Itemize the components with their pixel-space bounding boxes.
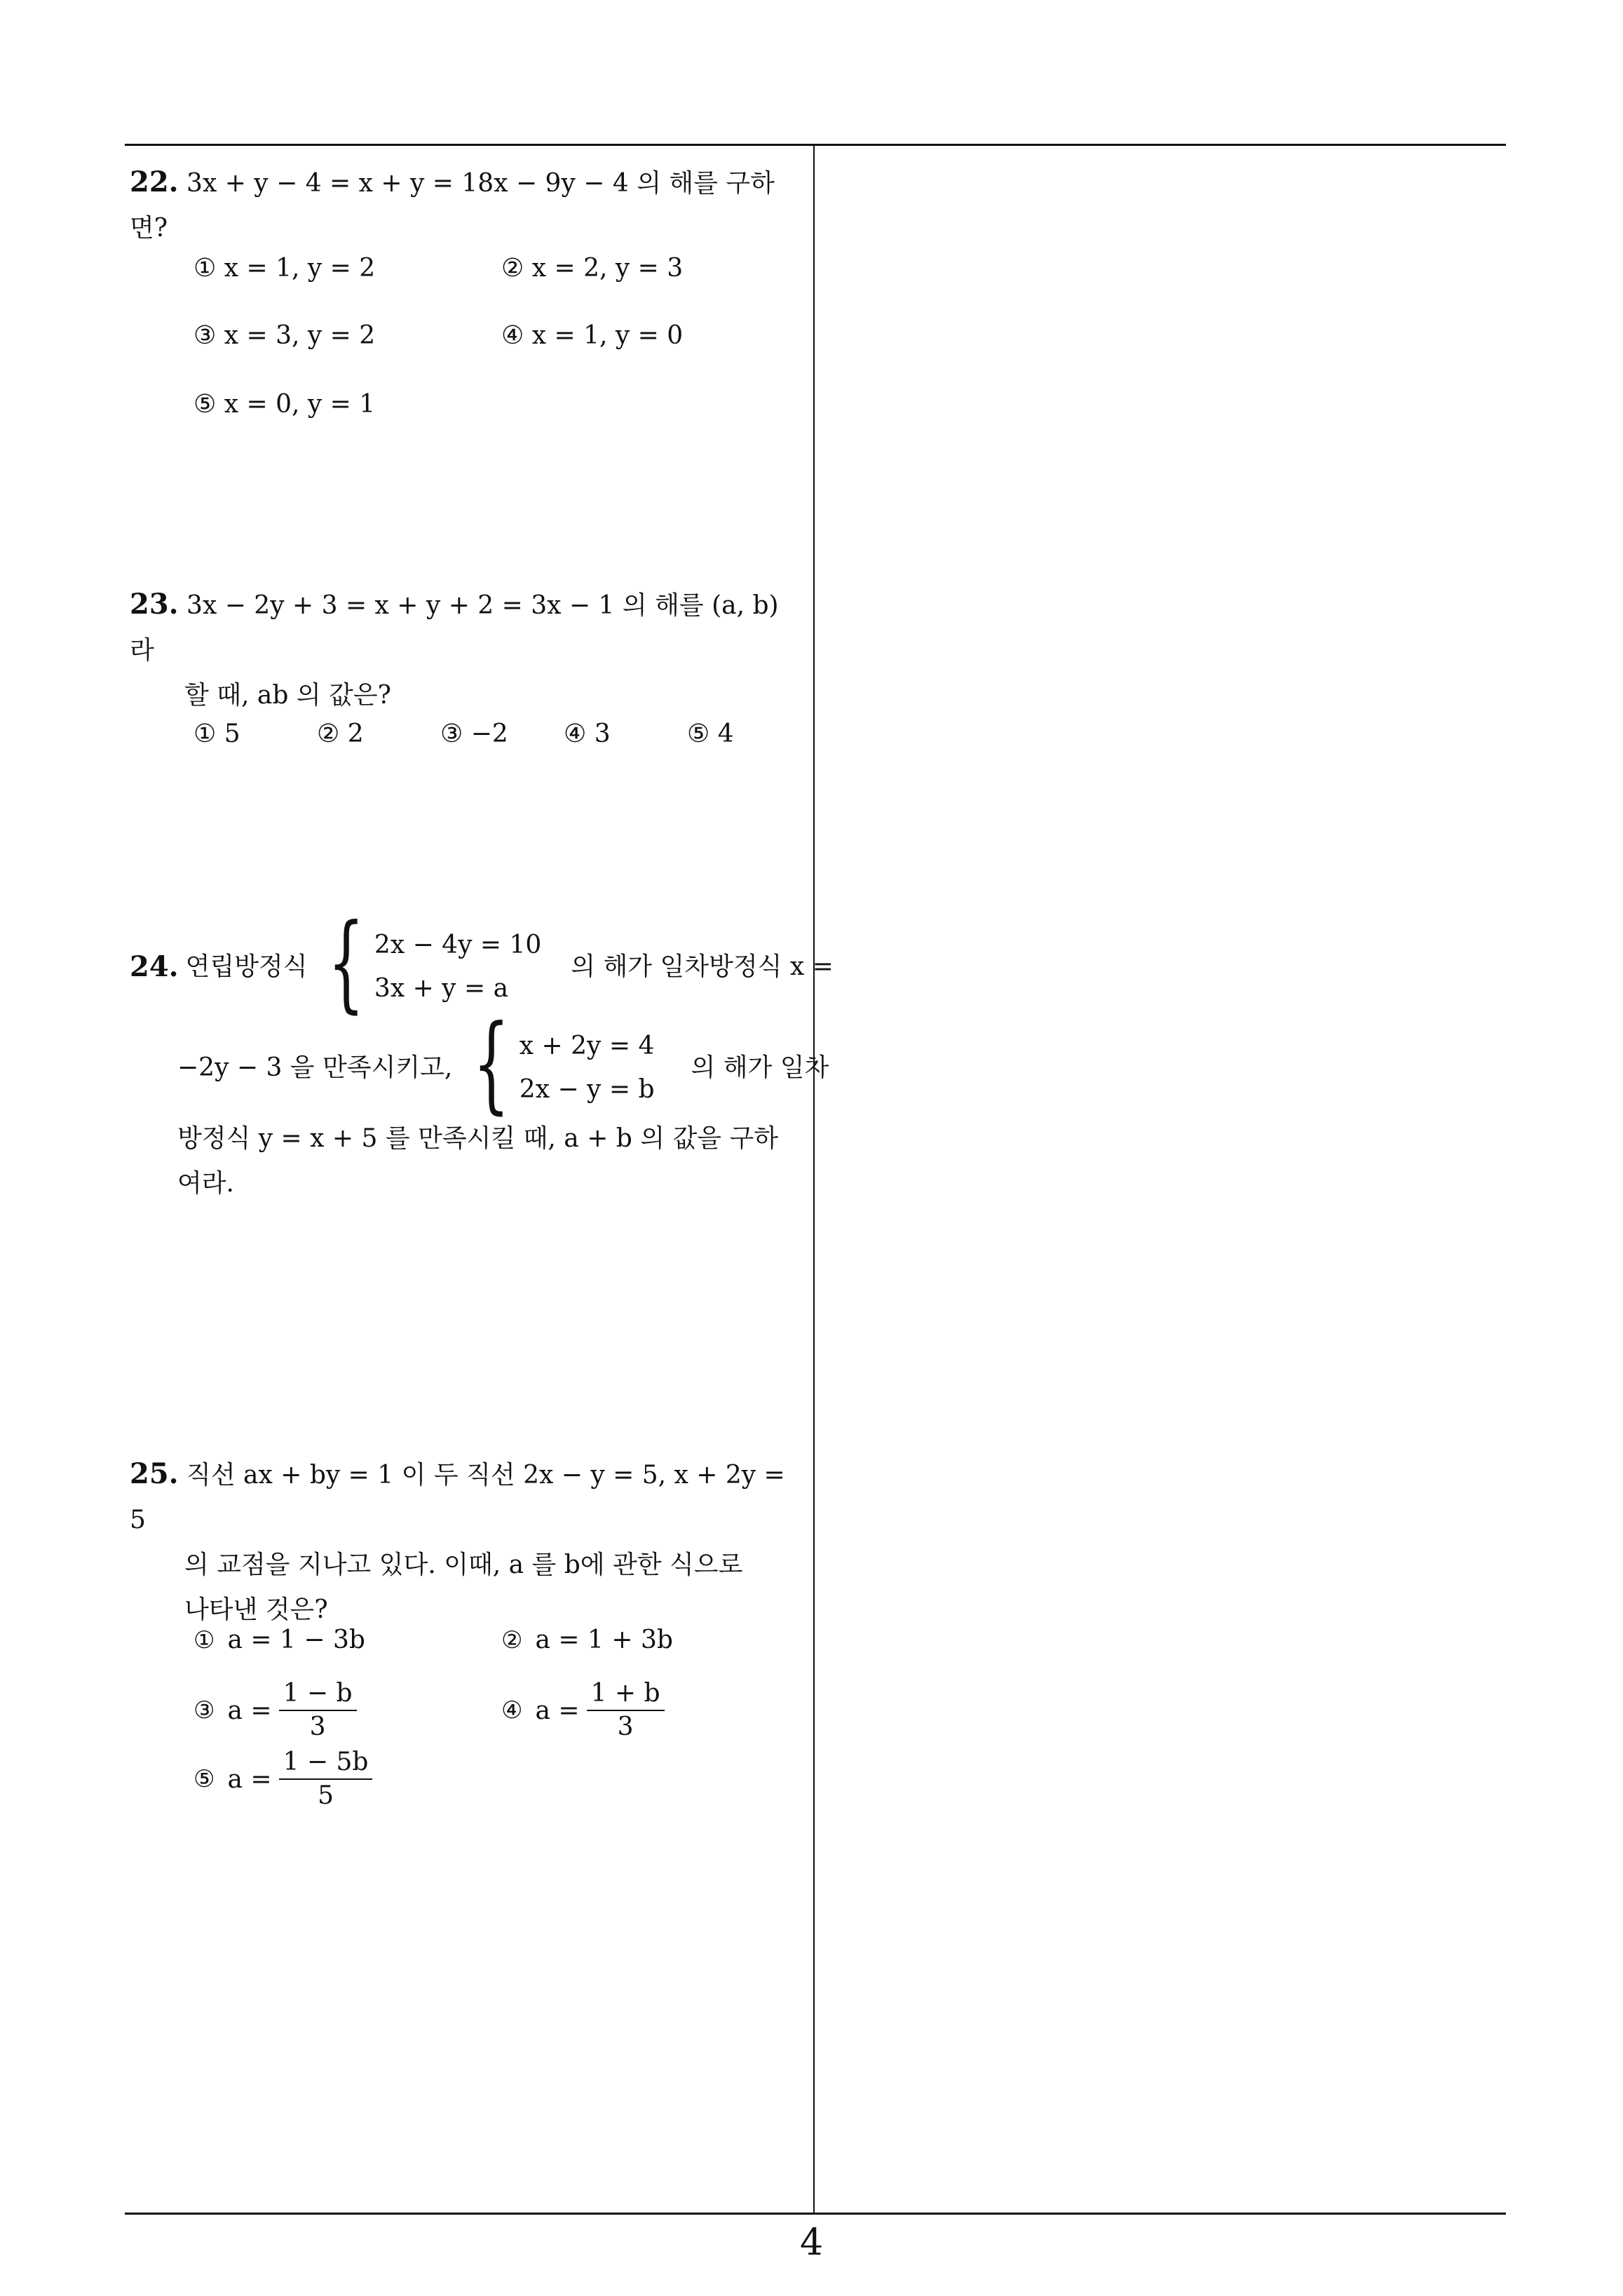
fraction bbox=[587, 1677, 665, 1743]
choice-4[interactable] bbox=[501, 1677, 665, 1743]
equation: 3x + y = a bbox=[374, 974, 509, 1003]
question-24 bbox=[130, 902, 834, 1206]
question-text: −2y − 3 을 만족시키고, bbox=[177, 1053, 453, 1082]
question-lead: 연립방정식 bbox=[185, 952, 308, 981]
question-number: 25. bbox=[130, 1457, 179, 1490]
choice-lhs: a = bbox=[227, 1696, 272, 1725]
denominator: 5 bbox=[318, 1781, 334, 1810]
question-stem: 3x + y − 4 = x + y = 18x − 9y − 4 의 해를 구하면? bbox=[130, 169, 775, 243]
question-text: 여라. bbox=[177, 1169, 234, 1198]
question-22 bbox=[130, 160, 803, 251]
choice-marker: ③ bbox=[193, 1696, 215, 1724]
numerator: 1 − b bbox=[279, 1677, 357, 1711]
choice-expression: a = 1 − 3b bbox=[227, 1626, 365, 1654]
question-number: 24. bbox=[130, 950, 179, 983]
left-brace: { bbox=[327, 902, 365, 1024]
column-divider bbox=[813, 144, 815, 2214]
choice-2[interactable] bbox=[501, 1626, 673, 1654]
choice-1[interactable]: ① x = 1, y = 2 bbox=[193, 254, 376, 283]
choice-5[interactable]: ⑤ 4 bbox=[687, 720, 734, 748]
choice-1[interactable] bbox=[193, 1626, 365, 1654]
top-rule bbox=[125, 144, 1506, 146]
fraction bbox=[279, 1746, 373, 1812]
bottom-rule bbox=[125, 2213, 1506, 2215]
numerator: 1 − 5b bbox=[279, 1746, 373, 1780]
equation: 2x − y = b bbox=[519, 1075, 655, 1104]
choice-2[interactable]: ② 2 bbox=[317, 720, 364, 748]
question-text: 의 해가 일차방정식 x = bbox=[571, 952, 834, 981]
numerator: 1 + b bbox=[587, 1677, 665, 1711]
equation: 2x − 4y = 10 bbox=[374, 931, 542, 959]
question-stem-line2: 할 때, ab 의 값은? bbox=[184, 681, 391, 710]
choice-3[interactable] bbox=[193, 1677, 357, 1743]
question-stem-line1: 직선 ax + by = 1 이 두 직선 2x − y = 5, x + 2y = 5 bbox=[130, 1461, 785, 1534]
choice-marker: ② bbox=[501, 1626, 523, 1654]
choice-4[interactable]: ④ x = 1, y = 0 bbox=[501, 321, 684, 350]
question-23 bbox=[130, 582, 803, 718]
equation-system-1 bbox=[313, 902, 542, 1024]
question-text: 의 해가 일차 bbox=[691, 1053, 829, 1082]
choice-5[interactable]: ⑤ x = 0, y = 1 bbox=[193, 390, 376, 419]
choice-lhs: a = bbox=[227, 1764, 272, 1794]
question-number: 22. bbox=[130, 166, 179, 198]
choice-marker: ④ bbox=[501, 1696, 523, 1724]
choice-3[interactable]: ③ x = 3, y = 2 bbox=[193, 321, 376, 350]
question-number: 23. bbox=[130, 588, 179, 621]
choice-3[interactable]: ③ −2 bbox=[440, 720, 508, 748]
choice-5[interactable] bbox=[193, 1746, 372, 1812]
equation: x + 2y = 4 bbox=[519, 1032, 655, 1060]
choice-2[interactable]: ② x = 2, y = 3 bbox=[501, 254, 684, 283]
page-number: 4 bbox=[799, 2222, 824, 2264]
choice-4[interactable]: ④ 3 bbox=[564, 720, 611, 748]
fraction bbox=[279, 1677, 357, 1743]
question-stem-line2: 의 교점을 지나고 있다. 이때, a 를 b에 관한 식으로 bbox=[184, 1551, 743, 1579]
question-25 bbox=[130, 1452, 803, 1633]
equation-system-2 bbox=[458, 1003, 655, 1125]
question-stem-line3: 나타낸 것은? bbox=[184, 1595, 328, 1624]
choice-1[interactable]: ① 5 bbox=[193, 720, 240, 748]
denominator: 3 bbox=[309, 1713, 326, 1741]
choice-marker: ⑤ bbox=[193, 1765, 215, 1793]
question-text: 방정식 y = x + 5 를 만족시킬 때, a + b 의 값을 구하 bbox=[177, 1124, 779, 1153]
denominator: 3 bbox=[617, 1713, 634, 1741]
choice-marker: ① bbox=[193, 1626, 215, 1654]
left-brace: { bbox=[473, 1003, 510, 1125]
choice-lhs: a = bbox=[535, 1696, 580, 1725]
question-stem-line1: 3x − 2y + 3 = x + y + 2 = 3x − 1 의 해를 (a, b) 라 bbox=[130, 591, 779, 665]
choice-expression: a = 1 + 3b bbox=[535, 1626, 673, 1654]
